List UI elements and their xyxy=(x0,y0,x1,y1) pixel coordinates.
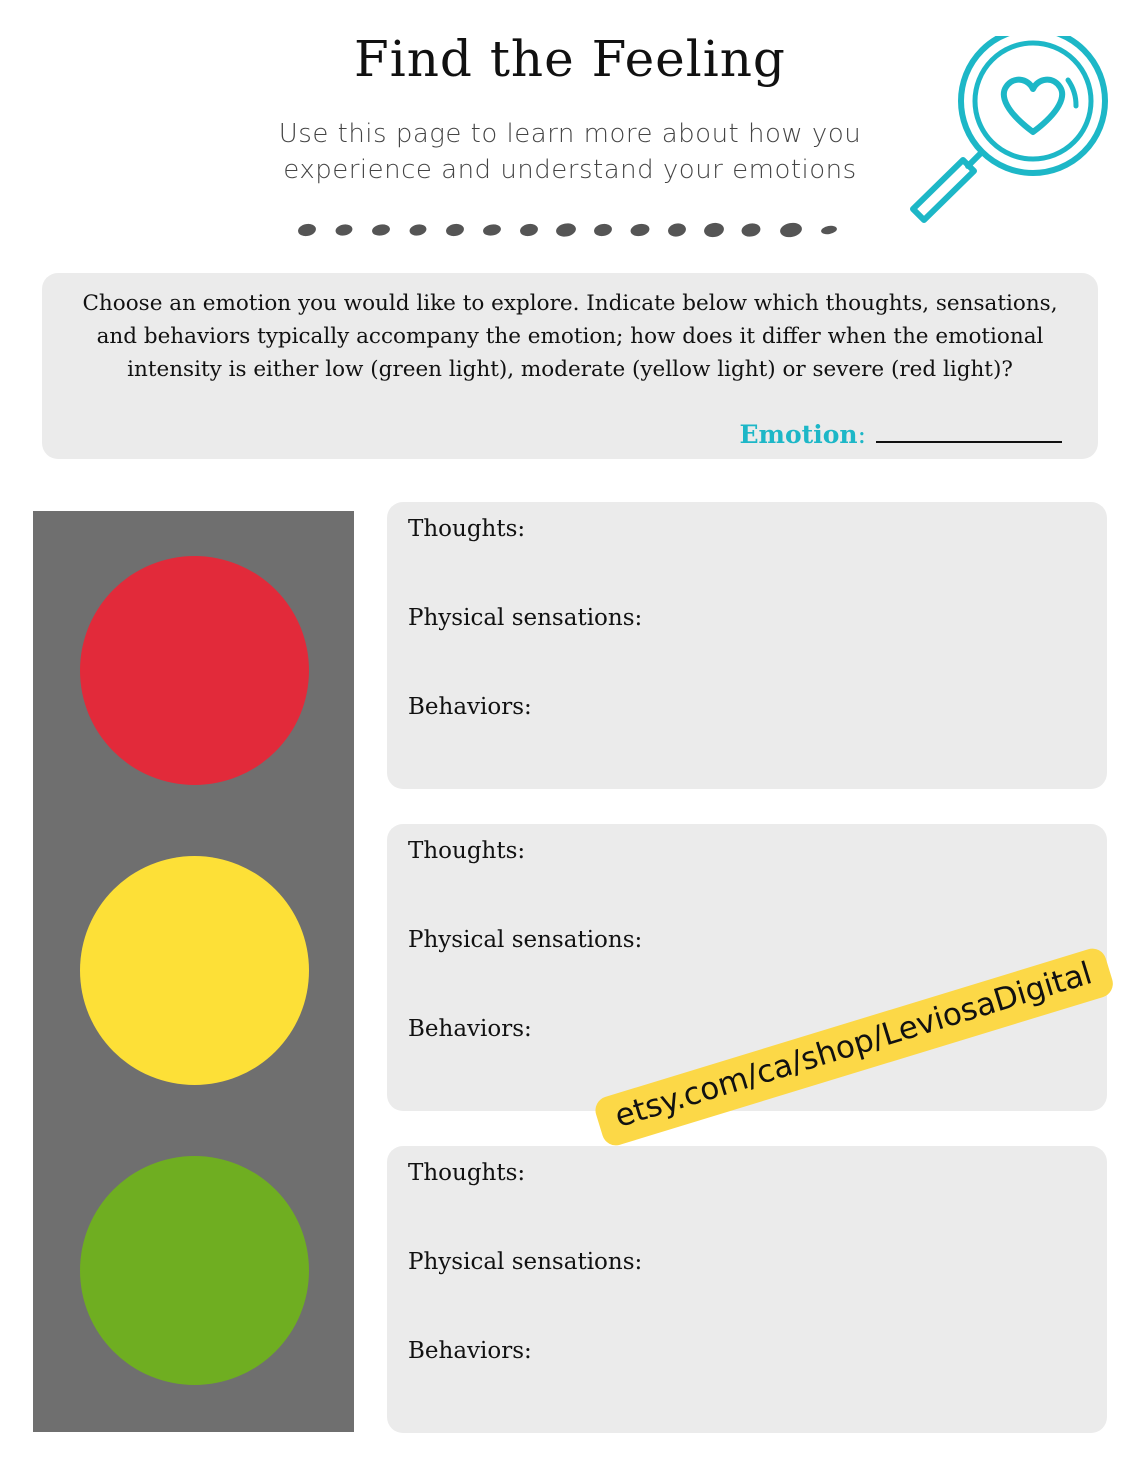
behaviors-prompt: Behaviors: xyxy=(408,1016,532,1042)
physical-sensations-prompt: Physical sensations: xyxy=(408,1249,643,1275)
emotion-label: Emotion xyxy=(739,420,858,449)
yellow-light xyxy=(80,856,309,1085)
red-light-card[interactable] xyxy=(387,502,1107,789)
page-subtitle: Use this page to learn more about how you experience and understand your emotions xyxy=(278,119,862,185)
traffic-light xyxy=(33,511,354,1432)
emotion-colon: : xyxy=(857,420,866,449)
page-title: Find the Feeling xyxy=(354,30,786,88)
shop-url-watermark: etsy.com/ca/shop/LeviosaDigital xyxy=(592,945,1116,1149)
magnifying-glass-heart-icon xyxy=(902,36,1118,226)
emotion-field[interactable] xyxy=(739,415,1062,449)
thoughts-prompt: Thoughts: xyxy=(408,838,526,864)
instructions-text: Choose an emotion you would like to explore. Indicate below which thoughts, sensations, and behaviors typically accompany the emotion; how does it differ when the emotional intensity is either low (green light), moderate (yellow light) or severe (red light)? xyxy=(82,291,1058,382)
dotted-divider xyxy=(295,218,845,242)
green-light-card[interactable] xyxy=(387,1146,1107,1433)
thoughts-prompt: Thoughts: xyxy=(408,1160,526,1186)
behaviors-prompt: Behaviors: xyxy=(408,694,532,720)
red-light xyxy=(80,556,309,785)
instructions-panel xyxy=(42,273,1098,459)
thoughts-prompt: Thoughts: xyxy=(408,516,526,542)
emotion-blank-line[interactable] xyxy=(876,441,1062,443)
physical-sensations-prompt: Physical sensations: xyxy=(408,927,643,953)
physical-sensations-prompt: Physical sensations: xyxy=(408,605,643,631)
behaviors-prompt: Behaviors: xyxy=(408,1338,532,1364)
green-light xyxy=(80,1156,309,1385)
